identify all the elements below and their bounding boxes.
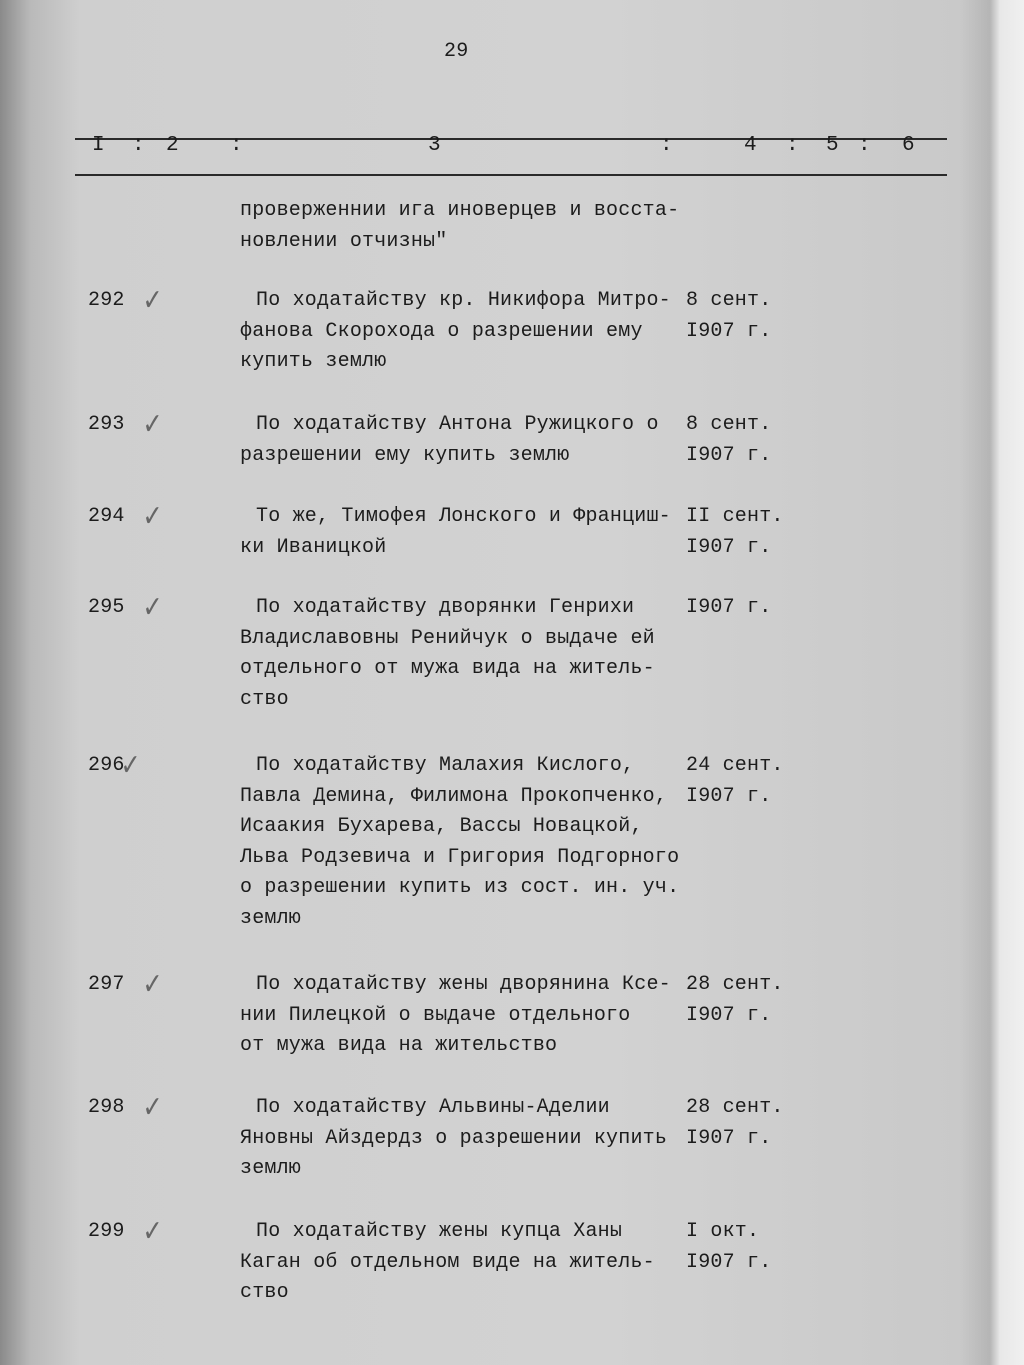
check-mark-icon: ✓ xyxy=(142,407,163,442)
entry-text-line: нии Пилецкой о выдаче отдельного xyxy=(240,1003,631,1027)
entry-date: I907 г. xyxy=(686,1126,772,1150)
entry-text-line: Владиславовны Ренийчук о выдаче ей xyxy=(240,626,655,650)
entry-text-line: купить землю xyxy=(240,350,387,373)
entry-date: 28 сент. xyxy=(686,973,784,996)
header-sep: : xyxy=(132,134,145,157)
entry-text-line: По ходатайству Антона Ружицкого о xyxy=(256,413,659,436)
entry-text-line: По ходатайству Малахия Кислого, xyxy=(256,754,635,777)
entry-number: 296 xyxy=(88,754,125,777)
entry-date: I907 г. xyxy=(686,319,772,343)
entry-text-line: отдельного от мужа вида на житель- xyxy=(240,657,655,680)
entry-text-line: новлении отчизны" xyxy=(240,229,448,253)
entry-number: 295 xyxy=(88,596,125,619)
entry-text-line: Павла Демина, Филимона Прокопченко, xyxy=(240,784,668,808)
entry-date: I907 г. xyxy=(686,1250,772,1274)
check-mark-icon: ✓ xyxy=(142,1090,163,1125)
entry-text-line: ство xyxy=(240,687,289,711)
entry-date: I907 г. xyxy=(686,443,772,467)
entry-number: 298 xyxy=(88,1096,125,1119)
entry-text-line: Исаакия Бухарева, Вассы Новацкой, xyxy=(240,815,643,838)
entry-date: 8 сент. xyxy=(686,413,772,436)
entry-text-line: проверженнии ига иноверцев и восста- xyxy=(240,199,680,222)
check-mark-icon: ✓ xyxy=(142,967,163,1002)
entry-text-line: Льва Родзевича и Григория Подгорного xyxy=(240,845,680,869)
entry-date: I907 г. xyxy=(686,596,772,619)
check-mark-icon: ✓ xyxy=(142,499,163,534)
header-top-rule xyxy=(75,138,947,140)
check-mark-icon: ✓ xyxy=(120,748,141,783)
entry-date: I907 г. xyxy=(686,1003,772,1027)
header-col-5: 5 xyxy=(826,134,839,157)
entry-number: 293 xyxy=(88,413,125,436)
entry-text-line: ки Иваницкой xyxy=(240,535,387,559)
entry-text-line: По ходатайству жены купца Ханы xyxy=(256,1220,623,1243)
entry-text-line: разрешении ему купить землю xyxy=(240,443,570,467)
entry-text-line: о разрешении купить из сост. ин. уч. xyxy=(240,876,680,899)
header-col-6: 6 xyxy=(902,134,915,157)
entry-date: 28 сент. xyxy=(686,1096,784,1119)
entry-text-line: землю xyxy=(240,906,302,930)
entry-date: 24 сент. xyxy=(686,754,784,777)
entry-text-line: По ходатайству жены дворянина Ксе- xyxy=(256,973,671,996)
entry-number: 292 xyxy=(88,289,125,312)
entry-text-line: То же, Тимофея Лонского и Франциш- xyxy=(256,505,671,528)
entry-text-line: По ходатайству Альвины-Аделии xyxy=(256,1096,610,1119)
entry-text-line: По ходатайству дворянки Генрихи xyxy=(256,596,635,619)
header-bottom-rule xyxy=(75,174,947,176)
entry-number: 297 xyxy=(88,973,125,996)
header-sep: : xyxy=(858,134,871,157)
header-col-1: I xyxy=(92,134,105,157)
header-sep: : xyxy=(786,134,799,157)
entry-date: I окт. xyxy=(686,1220,760,1243)
header-col-3: 3 xyxy=(428,134,441,157)
entry-date: II сент. xyxy=(686,505,784,528)
entry-text-line: Яновны Айздердз о разрешении купить xyxy=(240,1126,668,1150)
header-col-2: 2 xyxy=(166,134,179,157)
entry-text-line: По ходатайству кр. Никифора Митро- xyxy=(256,289,671,312)
check-mark-icon: ✓ xyxy=(142,1214,163,1249)
entry-number: 294 xyxy=(88,505,125,528)
check-mark-icon: ✓ xyxy=(142,590,163,625)
check-mark-icon: ✓ xyxy=(142,283,163,318)
entry-text-line: фанова Скорохода о разрешении ему xyxy=(240,319,643,343)
entry-text-line: Каган об отдельном виде на житель- xyxy=(240,1250,655,1274)
header-sep: : xyxy=(660,134,673,157)
entry-date: 8 сент. xyxy=(686,289,772,312)
entry-date: I907 г. xyxy=(686,784,772,808)
entry-text-line: ство xyxy=(240,1281,289,1304)
entry-number: 299 xyxy=(88,1220,125,1243)
entry-text-line: землю xyxy=(240,1157,302,1180)
header-sep: : xyxy=(230,134,243,157)
entry-date: I907 г. xyxy=(686,535,772,559)
header-col-4: 4 xyxy=(744,134,757,157)
page-number: 29 xyxy=(444,40,469,63)
entry-text-line: от мужа вида на жительство xyxy=(240,1034,558,1057)
